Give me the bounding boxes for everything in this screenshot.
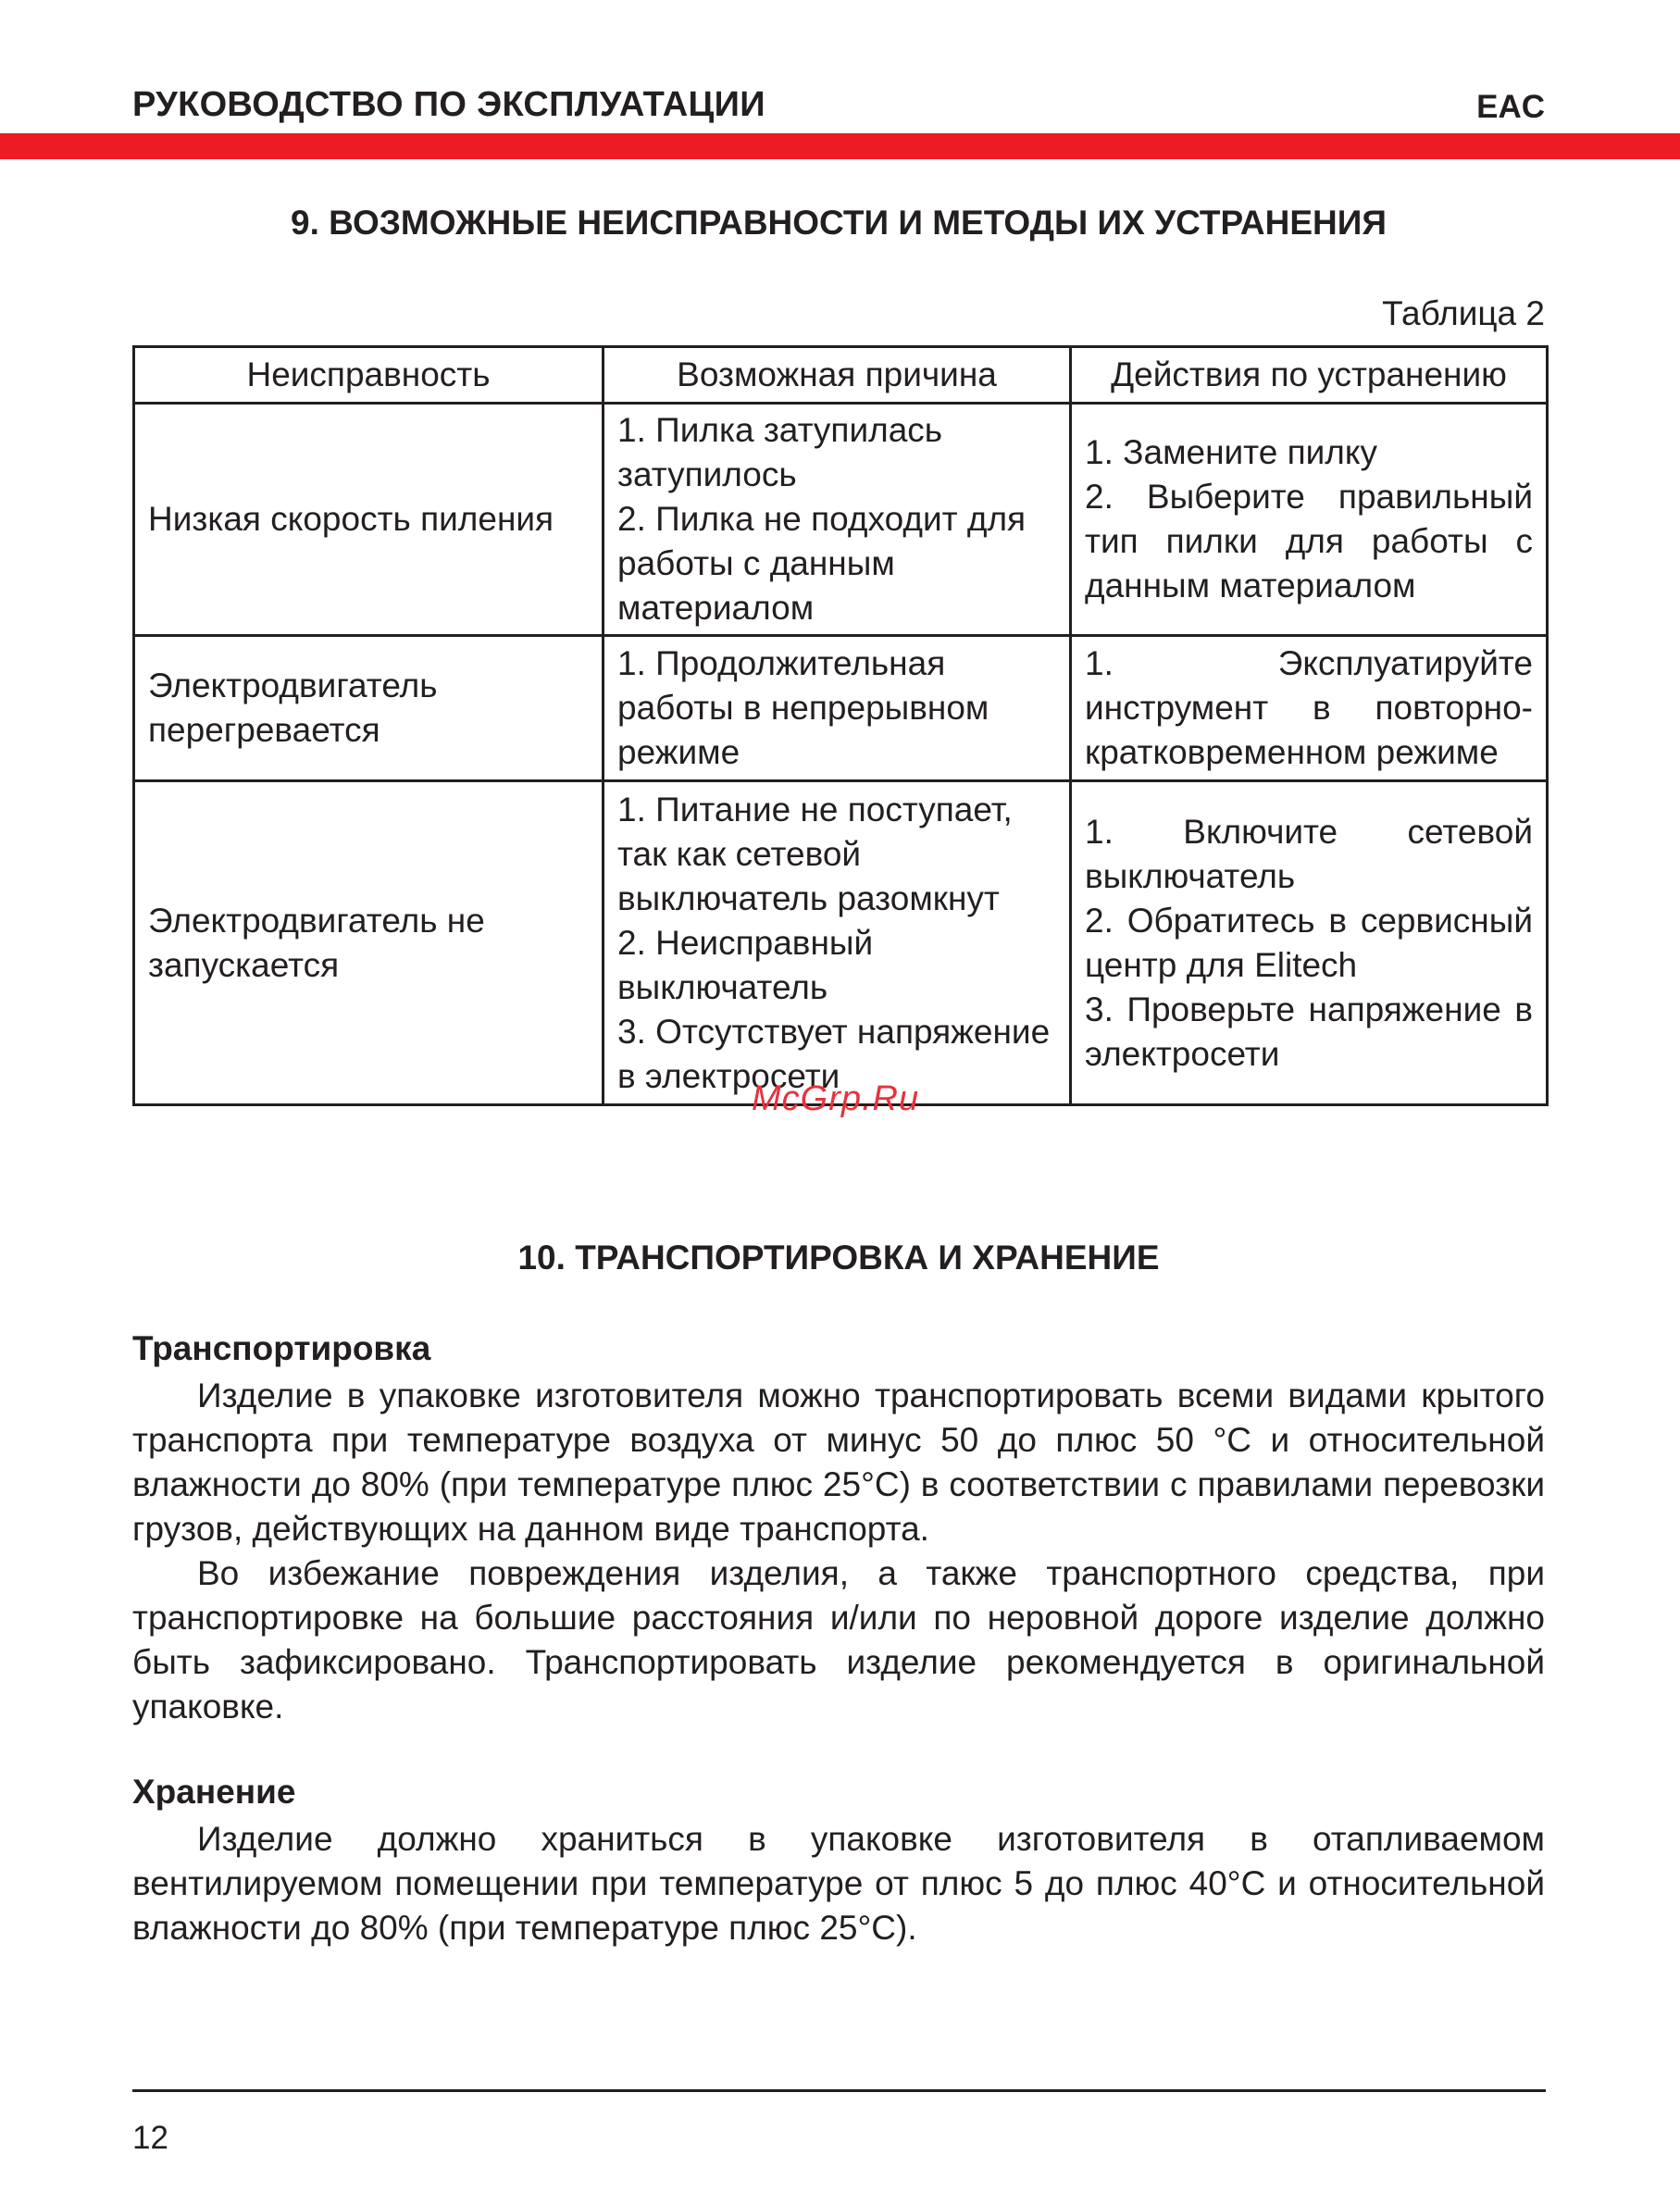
table-header-row — [134, 347, 1548, 404]
section-10-title: 10. ТРАНСПОРТИРОВКА И ХРАНЕНИЕ — [517, 1239, 1160, 1277]
storage-heading: Хранение — [132, 1773, 296, 1811]
action-cell: 1. Эксплуатируйте инструмент в повторно-кратковременном режиме — [1071, 636, 1548, 781]
table-row — [134, 781, 1548, 1105]
table-caption: Таблица 2 — [1382, 294, 1545, 332]
page-number: 12 — [132, 2120, 168, 2156]
cause-cell: 1. Пилка затупилась затупилось 2. Пилка не подходит для работы с данным материалом — [604, 404, 1071, 636]
column-header-fault: Неисправность — [134, 347, 604, 404]
fault-cell: Электродвигатель не запускается — [134, 781, 604, 1105]
table-row — [134, 636, 1548, 781]
cause-cell: 1. Питание не поступает, так как сетевой выключатель разомкнут 2. Неисправный выключатель 3. Отсутствует напряжение в электросети — [604, 781, 1071, 1105]
footer-rule — [132, 2089, 1546, 2092]
watermark: McGrp.Ru — [752, 1079, 920, 1118]
transport-paragraph-2: Во избежание повреждения изделия, а также транспортного средства, при транспортировке на большие расстояния и/или по неровной дороге изделие должно быть зафиксировано. Транспортировать изделие рекомендуется в оригинальной упаковке. — [132, 1554, 1545, 1725]
column-header-action: Действия по устранению — [1071, 347, 1548, 404]
transport-heading: Транспортировка — [132, 1329, 431, 1367]
troubleshooting-table — [132, 345, 1549, 1106]
fault-cell: Низкая скорость пиления — [134, 404, 604, 636]
transport-paragraph-1: Изделие в упаковке изготовителя можно транспортировать всеми видами крытого транспорта при температуре воздуха от минус 50 до плюс 50 °С и относительной влажности до 80% (при температуре плюс 25°С) в соответствии с правилами перевозки грузов, действующих на данном виде транспорта. — [132, 1377, 1545, 1548]
action-cell: 1. Включите сетевой выключатель 2. Обратитесь в сервисный центр для Elitech 3. Проверьте напряжение в электросети — [1071, 781, 1548, 1105]
action-cell: 1. Замените пилку 2. Выберите правильный тип пилки для работы с данным материалом — [1071, 404, 1548, 636]
column-header-cause: Возможная причина — [604, 347, 1071, 404]
header-red-bar — [0, 133, 1680, 159]
cause-cell: 1. Продолжительная работы в непрерывном режиме — [604, 636, 1071, 781]
document-header-title: РУКОВОДСТВО ПО ЭКСПЛУАТАЦИИ — [132, 85, 765, 124]
table-row — [134, 404, 1548, 636]
storage-paragraph: Изделие должно храниться в упаковке изготовителя в отапливаемом вентилируемом помещении при температуре от плюс 5 до плюс 40°С и относительной влажности до 80% (при температуре плюс 25°С). — [132, 1820, 1545, 1947]
fault-cell: Электродвигатель перегревается — [134, 636, 604, 781]
eac-mark: EAC — [1476, 89, 1545, 125]
section-9-title: 9. ВОЗМОЖНЫЕ НЕИСПРАВНОСТИ И МЕТОДЫ ИХ УСТРАНЕНИЯ — [291, 204, 1387, 242]
